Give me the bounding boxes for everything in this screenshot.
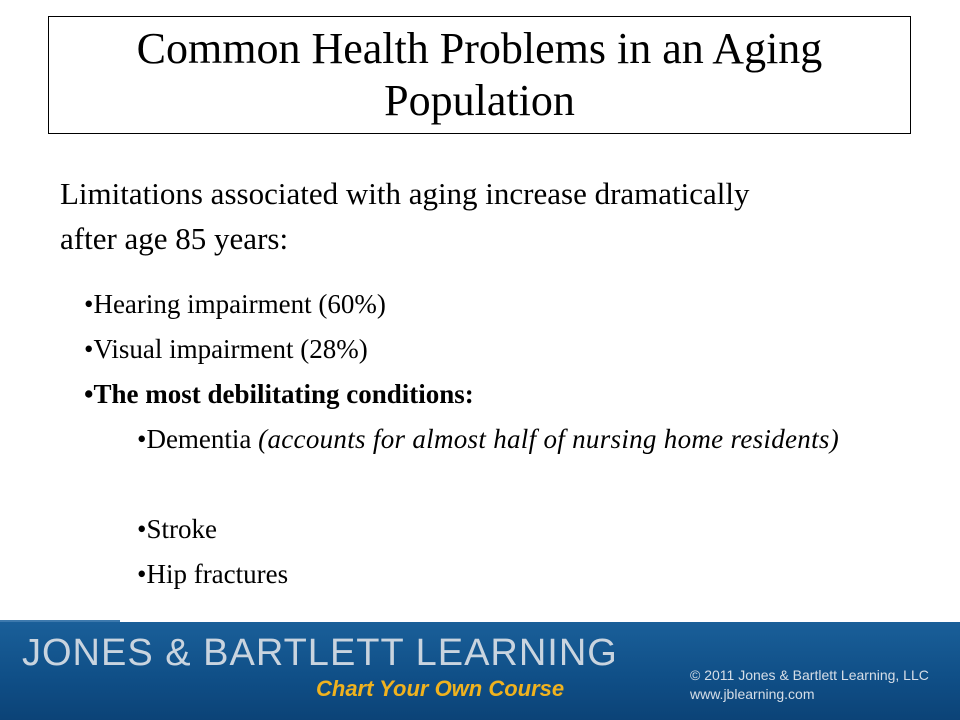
tagline: Chart Your Own Course (316, 676, 565, 701)
bullet-hearing: •Hearing impairment (60%) (84, 289, 386, 319)
copyright-block (690, 666, 929, 704)
slide-title: Common Health Problems in an Aging Population (136, 24, 823, 125)
website-url: www.jblearning.com (690, 686, 815, 702)
sub-bullet-stroke: •Stroke (137, 514, 217, 544)
title-box (48, 16, 911, 134)
intro-text: Limitations associated with aging increase dramatically after age 85 years: (60, 176, 750, 256)
bullet-visual: •Visual impairment (28%) (84, 334, 368, 364)
sub-bullet-dementia (137, 417, 857, 462)
dementia-label: •Dementia (137, 424, 259, 454)
sub-bullet-hip-fractures: •Hip fractures (137, 559, 289, 589)
dementia-note: (accounts for almost half of nursing home residents) (258, 424, 839, 454)
publisher-logo: JONES & BARTLETT LEARNING (22, 632, 618, 674)
bullet-debilitating: •The most debilitating conditions: (84, 379, 474, 409)
copyright-text: © 2011 Jones & Bartlett Learning, LLC (690, 667, 929, 683)
